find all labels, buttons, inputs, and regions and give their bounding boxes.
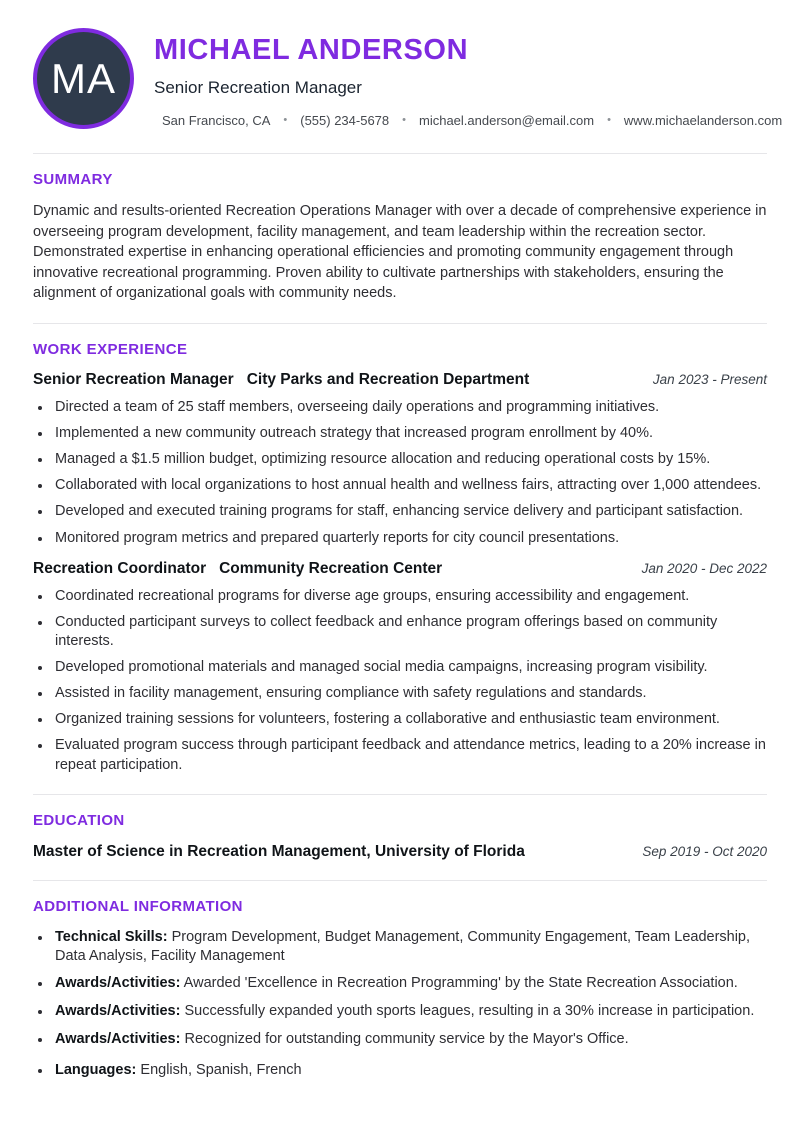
education-entry <box>33 843 767 861</box>
job-bullet: • Organized training sessions for volunteers, fostering a collaborative and enthusiastic team environment. <box>52 710 767 729</box>
additional-info-item: • Awards/Activities: Recognized for outstanding community service by the Mayor's Office. <box>52 1030 767 1049</box>
summary-text: Dynamic and results-oriented Recreation Operations Manager with over a decade of comprehensive experience in overseeing program development, facility management, and team leadership within the recreation sector. Demonstrated expertise in enhancing operational efficiencies and promoting community engagement through innovative recreational programming. Proven ability to cultivate partnerships with stakeholders, ensuring the alignment of organizational goals with community needs. <box>33 203 767 302</box>
contact-separator-dot: • <box>607 114 611 126</box>
avatar <box>33 28 134 129</box>
additional-info-item: • Technical Skills: Program Development, Budget Management, Community Engagement, Team Leadership, Data Analysis, Facility Management <box>52 928 767 966</box>
job-bullet: • Developed and executed training programs for staff, enhancing service delivery and participant satisfaction. <box>52 502 767 521</box>
summary-heading: SUMMARY <box>33 171 113 188</box>
job-bullet-list <box>33 587 767 775</box>
contact-row <box>154 113 782 128</box>
candidate-title: Senior Recreation Manager <box>154 77 362 97</box>
resume-header <box>33 28 783 129</box>
job-bullet: • Implemented a new community outreach strategy that increased program enrollment by 40%. <box>52 424 767 443</box>
header-info <box>154 30 782 128</box>
job-bullet: • Developed promotional materials and managed social media campaigns, increasing program visibility. <box>52 658 767 677</box>
job-dates: Jan 2020 - Dec 2022 <box>641 560 767 576</box>
job-title-group <box>33 371 529 389</box>
job-bullet: • Directed a team of 25 staff members, overseeing daily operations and programming initiatives. <box>52 398 767 417</box>
job-dates: Jan 2023 - Present <box>652 371 767 387</box>
job-bullet: • Monitored program metrics and prepared quarterly reports for city council presentations. <box>52 529 767 548</box>
jobs-list <box>33 371 767 775</box>
job-bullet: • Coordinated recreational programs for diverse age groups, ensuring accessibility and engagement. <box>52 587 767 606</box>
job-bullet: • Managed a $1.5 million budget, optimizing resource allocation and reducing operational costs by 15%. <box>52 450 767 469</box>
section-education <box>33 794 767 861</box>
job-header <box>33 371 767 389</box>
section-work-experience <box>33 323 767 775</box>
candidate-name: MICHAEL ANDERSON <box>154 33 469 66</box>
contact-separator-dot: • <box>402 114 406 126</box>
avatar-initials: MA <box>51 54 116 102</box>
job-bullet: • Evaluated program success through participant feedback and attendance metrics, leading to a 20% increase in repeat participation. <box>52 736 767 774</box>
additional-info-list <box>33 928 767 1080</box>
education-heading: EDUCATION <box>33 811 125 829</box>
contact-separator-dot: • <box>283 114 288 126</box>
section-summary <box>33 153 767 304</box>
job-entry <box>33 371 767 548</box>
additional-info-label: Awards/Activities: <box>55 1003 181 1020</box>
education-dates: Sep 2019 - Oct 2020 <box>642 843 767 859</box>
job-title: Senior Recreation Manager <box>33 370 234 388</box>
job-entry <box>33 560 767 775</box>
job-header <box>33 560 767 578</box>
job-bullet: • Assisted in facility management, ensuring compliance with safety regulations and standards. <box>52 684 767 703</box>
additional-info-label: Awards/Activities: <box>55 975 181 992</box>
contact-item: San Francisco, CA <box>162 112 271 128</box>
contact-item: www.michaelanderson.com <box>623 112 783 128</box>
additional-info-label: Awards/Activities: <box>55 1030 181 1047</box>
additional-info-label: Technical Skills: <box>55 928 168 945</box>
education-degree: Master of Science in Recreation Management, University of Florida <box>33 842 525 860</box>
job-bullet-list <box>33 398 767 548</box>
work-experience-heading: WORK EXPERIENCE <box>33 340 188 358</box>
contact-item: (555) 234-5678 <box>300 112 390 128</box>
additional-info-item: • Awards/Activities: Awarded 'Excellence in Recreation Programming' by the State Recreation Association. <box>52 974 767 993</box>
job-title-group <box>33 560 442 578</box>
job-bullet: • Collaborated with local organizations to host annual health and wellness fairs, attracting over 1,000 attendees. <box>52 476 767 495</box>
job-bullet: • Conducted participant surveys to collect feedback and enhance program offerings based on community interests. <box>52 613 767 651</box>
additional-info-label: Languages: <box>55 1061 137 1078</box>
additional-info-item: • Languages: English, Spanish, French <box>52 1061 767 1080</box>
job-company: City Parks and Recreation Department <box>246 370 530 388</box>
contact-item: michael.anderson@email.com <box>419 112 595 128</box>
job-title: Recreation Coordinator <box>33 559 207 577</box>
additional-info-item: • Awards/Activities: Successfully expanded youth sports leagues, resulting in a 30% increase in participation. <box>52 1002 767 1021</box>
job-company: Community Recreation Center <box>219 559 443 577</box>
additional-information-heading: ADDITIONAL INFORMATION <box>33 897 243 915</box>
section-additional-information <box>33 880 767 1080</box>
